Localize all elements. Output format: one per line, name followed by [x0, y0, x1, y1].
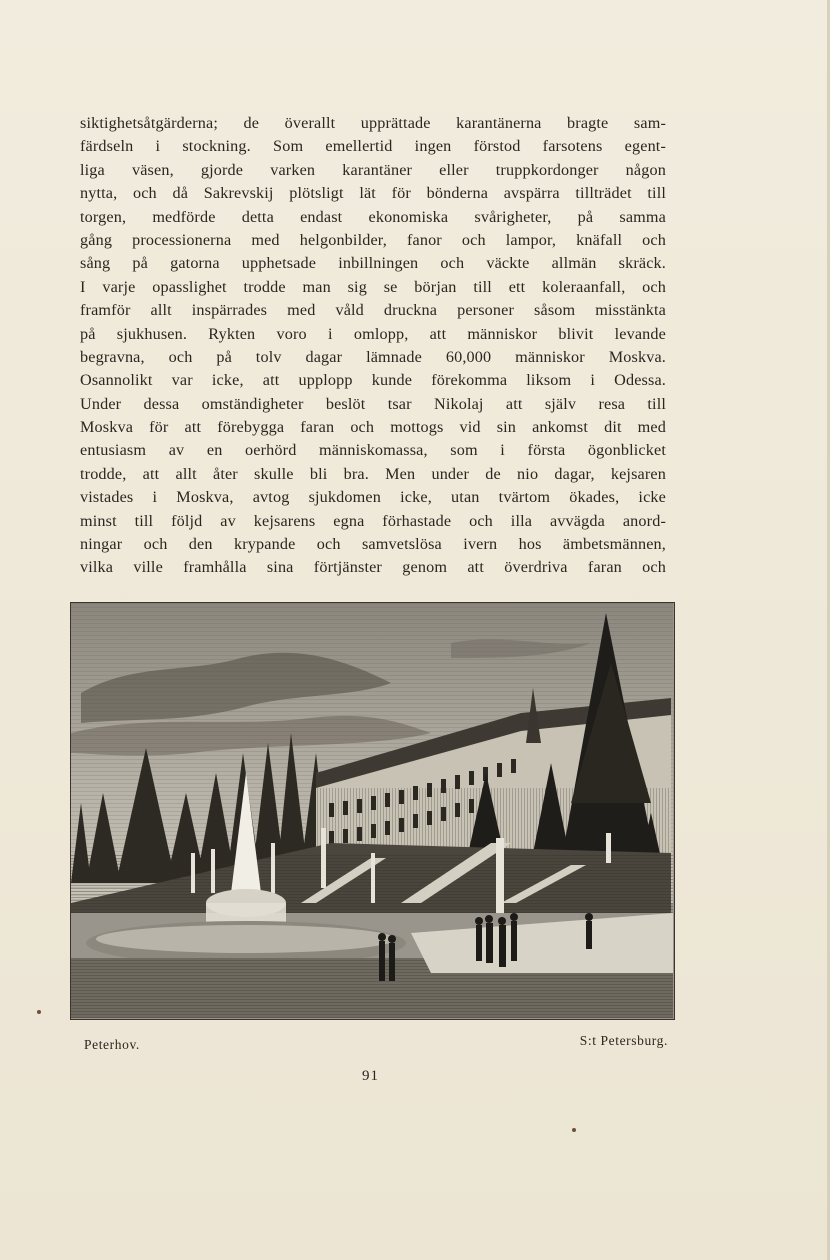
text-line: torgen, medförde detta endast ekonomiska svårigheter, på samma — [80, 207, 666, 226]
paper-speck — [37, 1010, 41, 1014]
figure-caption-left: Peterhov. — [84, 1037, 140, 1052]
text-line: minst till följd av kejsarens egna förhastade och illa avvägda anord- — [80, 511, 666, 530]
text-line: sång på gatorna upphetsade inbillningen och väckte allmän skräck. — [80, 254, 666, 273]
engraving-illustration-icon — [71, 603, 673, 1018]
paper-speck — [572, 1128, 576, 1132]
engraving-illustration — [70, 602, 675, 1020]
text-line: trodde, att allt åter skulle bli bra. Men under de nio dagar, kejsaren — [80, 464, 666, 483]
text-line: ningar och den krypande och samvetslösa ivern hos ämbetsmännen, — [80, 535, 666, 554]
text-line: framför allt inspärrades med våld druckna personer såsom misstänkta — [80, 301, 666, 320]
text-line: Osannolikt var icke, att upplopp kunde förekomma liksom i Odessa. — [80, 371, 666, 390]
figure-caption-right: S:t Petersburg. — [579, 1033, 668, 1048]
text-line: vistades i Moskva, avtog sjukdomen icke, utan tvärtom ökades, icke — [80, 488, 666, 507]
text-line: liga väsen, gjorde varken karantäner eller truppkordonger någon — [80, 160, 666, 179]
text-line: siktighetsåtgärderna; de överallt upprättade karantänerna bragte sam- — [80, 114, 666, 132]
page-number: 91 — [362, 1068, 379, 1084]
text-line: färdseln i stockning. Som emellertid ingen förstod farsotens egent- — [80, 137, 666, 156]
text-line: entusiasm av en oerhörd människomassa, som i första ögonblicket — [80, 441, 666, 460]
text-line: Moskva för att förebygga faran och mottogs vid sin ankomst dit med — [80, 418, 666, 437]
text-line: vilka ville framhålla sina förtjänster genom att överdriva faran och — [80, 558, 666, 577]
text-line: I varje opasslighet trodde man sig se början till ett koleraanfall, och — [80, 277, 666, 296]
body-text — [80, 112, 666, 580]
text-line: nytta, och då Sakrevskij plötsligt lät för bönderna avspärra tillträdet till — [80, 184, 666, 203]
text-line: Under dessa omständigheter beslöt tsar Nikolaj att själv resa till — [80, 394, 666, 413]
text-line: gång processionerna med helgonbilder, fanor och lampor, knäfall och — [80, 230, 666, 249]
text-line: på sjukhusen. Rykten voro i omlopp, att människor blivit levande — [80, 324, 666, 343]
text-line: begravna, och på tolv dagar lämnade 60,000 människor Moskva. — [80, 347, 666, 366]
